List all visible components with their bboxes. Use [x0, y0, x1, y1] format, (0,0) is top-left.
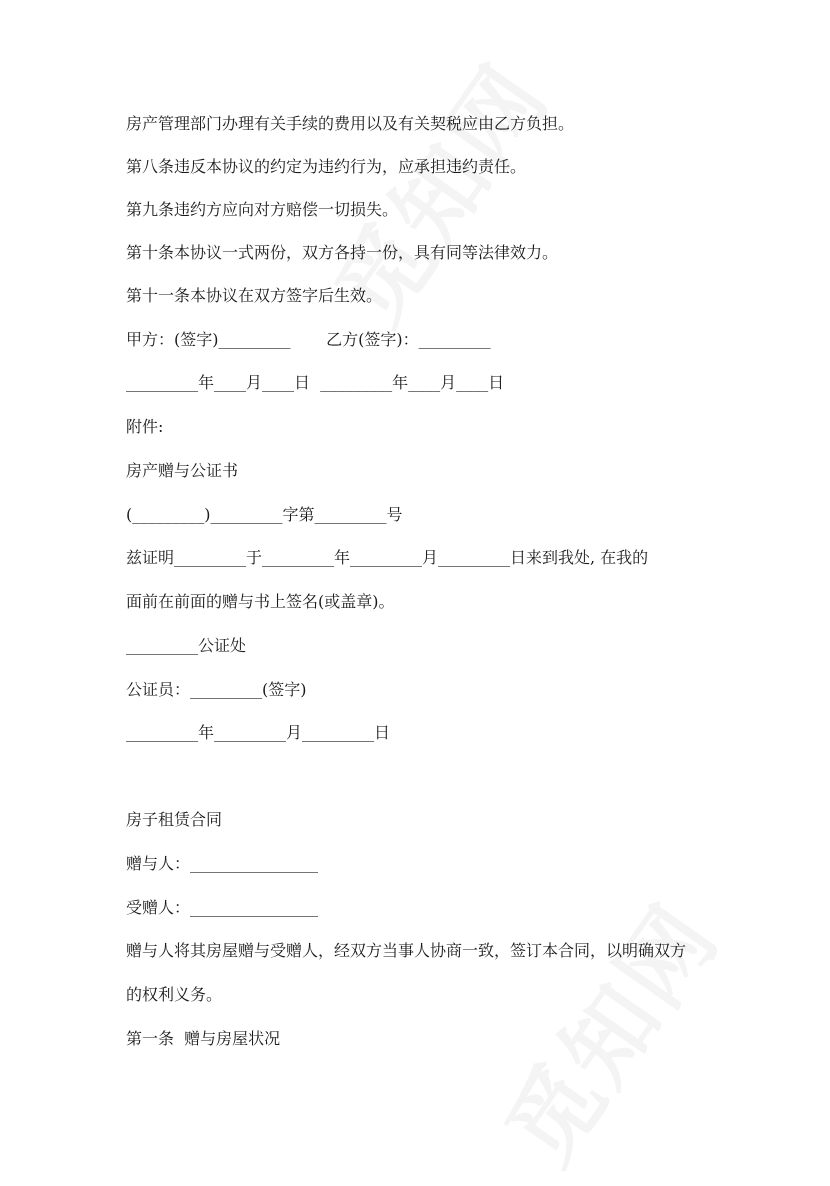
signature-line: 甲方：(签字)_________ 乙方(签字)：_________: [126, 330, 491, 349]
notary-number: (_________)_________字第_________号: [126, 505, 403, 524]
watermark-bottom: [470, 874, 743, 1186]
notary-date: _________年_________月_________日: [126, 723, 391, 742]
notary-statement: 兹证明_________于_________年_________月_________日来到我处, 在我的: [126, 548, 649, 567]
notary-office: _________公证处: [126, 636, 247, 655]
notary-title: 房产赠与公证书: [126, 461, 239, 480]
article-1-heading: 第一条 赠与房屋状况: [126, 1029, 281, 1048]
article-10: 第十条本协议一式两份，双方各持一份，具有同等法律效力。: [126, 243, 559, 262]
article-9: 第九条违约方应向对方赔偿一切损失。: [126, 200, 399, 219]
notary-officer: 公证员：_________(签字): [126, 680, 307, 699]
attachment-label: 附件:: [126, 417, 164, 436]
contract-title: 房子租赁合同: [126, 810, 223, 829]
contract-intro: 赠与人将其房屋赠与受赠人，经双方当事人协商一致，签订本合同，以明确双方: [126, 941, 687, 960]
donee-line: 受赠人：________________: [126, 898, 319, 917]
paragraph-fees: 房产管理部门办理有关手续的费用以及有关契税应由乙方负担。: [126, 114, 575, 133]
contract-intro-cont: 的权利义务。: [126, 985, 223, 1004]
article-8: 第八条违反本协议的约定为违约行为，应承担违约责任。: [126, 157, 527, 176]
date-line: _________年____月____日 _________年____月____日: [126, 373, 505, 392]
notary-statement-cont: 面前在前面的赠与书上签名(或盖章)。: [126, 592, 395, 611]
donor-line: 赠与人：________________: [126, 854, 319, 873]
article-11: 第十一条本协议在双方签字后生效。: [126, 286, 383, 305]
